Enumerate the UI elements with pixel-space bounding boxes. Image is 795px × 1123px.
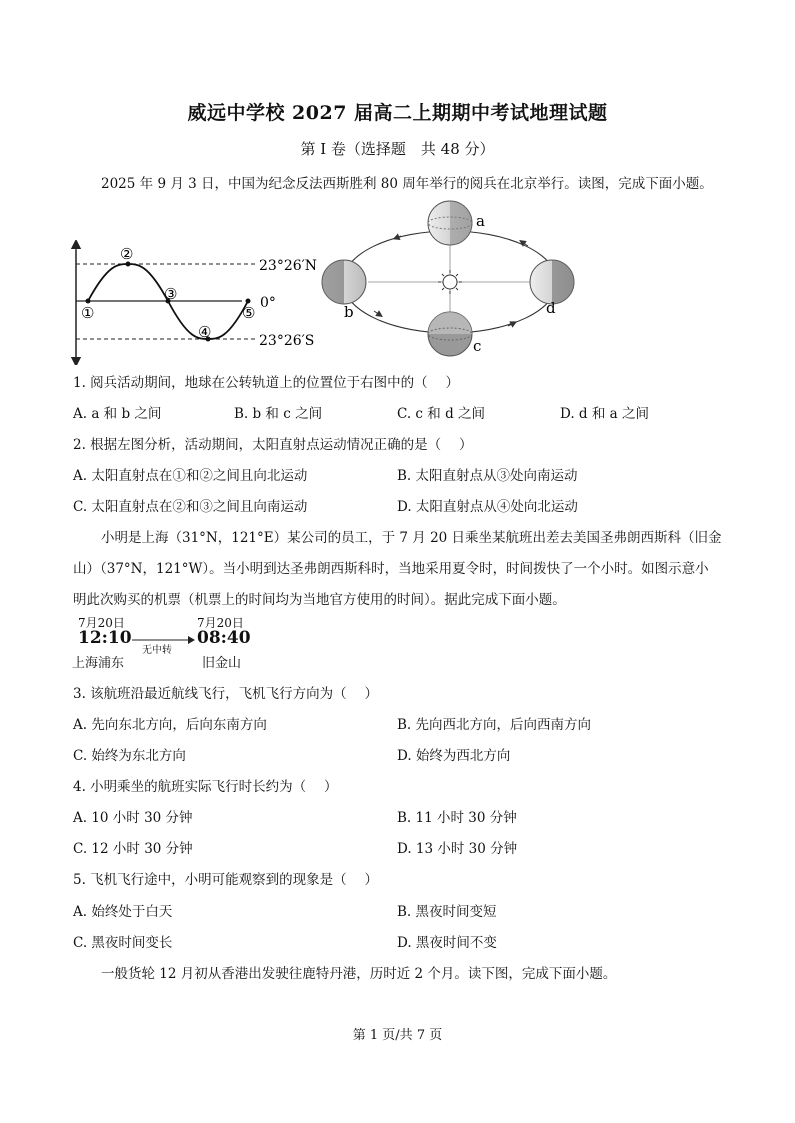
point-3-label: ③ [164,285,178,303]
q3-option-c: C. 始终为东北方向 [73,748,186,764]
flight-arrow-icon [132,636,196,644]
earth-orbit-diagram [318,196,580,360]
orbit-label-d: d [546,299,556,317]
departure-date: 7月20日 [78,616,125,630]
q4-option-a: A. 10 小时 30 分钟 [73,810,193,826]
point-4-label: ④ [198,323,212,341]
arrival-time: 08:40 [197,628,251,648]
q1-option-b: B. b 和 c 之间 [234,406,323,422]
earth-a-icon [428,201,472,245]
q5-option-c: C. 黑夜时间变长 [73,935,173,951]
q2-option-d: D. 太阳直射点从④处向北运动 [397,499,578,515]
lat-south-label: 23°26′S [259,333,315,349]
flight-ticket [72,614,262,670]
lat-equator-label: 0° [260,295,276,311]
question-2-stem: 2. 根据左图分析，活动期间，太阳直射点运动情况正确的是（ ） [73,437,473,453]
section-title: 第 I 卷（选择题 共 48 分） [300,140,495,158]
earth-c-icon [428,312,472,356]
q2-option-c: C. 太阳直射点在②和③之间且向南运动 [73,499,308,515]
q5-option-b: B. 黑夜时间变短 [397,904,497,920]
q5-option-d: D. 黑夜时间不变 [397,935,497,951]
point-2-label: ② [120,245,134,263]
departure-time: 12:10 [78,628,132,648]
intro-paragraph-2-line-3: 明此次购买的机票（机票上的时间均为当地官方使用的时间）。据此完成下面小题。 [73,592,566,608]
q2-option-a: A. 太阳直射点在①和②之间且向北运动 [73,468,308,484]
direct-point-chart [66,240,326,365]
q3-option-a: A. 先向东北方向，后向东南方向 [73,717,267,733]
earth-d-icon [530,260,574,304]
question-1-stem: 1. 阅兵活动期间，地球在公转轨道上的位置位于右图中的（ ） [73,375,459,391]
q3-option-b: B. 先向西北方向，后向西南方向 [397,717,592,733]
orbit-label-b: b [344,303,354,321]
q1-option-a: A. a 和 b 之间 [73,406,162,422]
intro-paragraph-1: 2025 年 9 月 3 日，中国为纪念反法西斯胜利 80 周年举行的阅兵在北京举行。读图，完成下面小题。 [101,176,713,192]
intro-paragraph-3: 一般货轮 12 月初从香港出发驶往鹿特丹港，历时近 2 个月。读下图，完成下面小题。 [101,966,617,982]
intro-paragraph-2-line-1: 小明是上海（31°N，121°E）某公司的员工，于 7 月 20 日乘坐某航班出差去美国圣弗朗西斯科（旧金 [101,530,722,546]
orbit-label-c: c [473,337,482,355]
q5-option-a: A. 始终处于白天 [73,904,173,920]
q1-option-c: C. c 和 d 之间 [397,406,486,422]
arrival-date: 7月20日 [197,616,244,630]
q4-option-b: B. 11 小时 30 分钟 [397,810,517,826]
earth-b-icon [322,260,366,304]
arrival-city: 旧金山 [202,656,242,671]
intro-paragraph-2-line-2: 山）（37°N，121°W）。当小明到达圣弗朗西斯科时，当地采用夏令时，时间拨快了一个小时。如图示意小 [73,561,709,577]
departure-city: 上海浦东 [72,656,125,671]
transfer-note: 无中转 [142,645,172,656]
q1-option-d: D. d 和 a 之间 [560,406,649,422]
point-5-label: ⑤ [242,304,256,322]
q4-option-d: D. 13 小时 30 分钟 [397,841,518,857]
orbit-label-a: a [476,212,485,230]
page-title: 威远中学校 2027 届高二上期期中考试地理试题 [187,102,608,124]
q2-option-b: B. 太阳直射点从③处向南运动 [397,468,578,484]
point-1-label: ① [81,304,95,322]
q4-option-c: C. 12 小时 30 分钟 [73,841,193,857]
question-5-stem: 5. 飞机飞行途中，小明可能观察到的现象是（ ） [73,872,378,888]
page-footer: 第 1 页/共 7 页 [352,1028,443,1043]
lat-north-label: 23°26′N [259,258,318,274]
question-3-stem: 3. 该航班沿最近航线飞行，飞机飞行方向为（ ） [73,686,378,702]
q3-option-d: D. 始终为西北方向 [397,748,511,764]
question-4-stem: 4. 小明乘坐的航班实际飞行时长约为（ ） [73,779,338,795]
